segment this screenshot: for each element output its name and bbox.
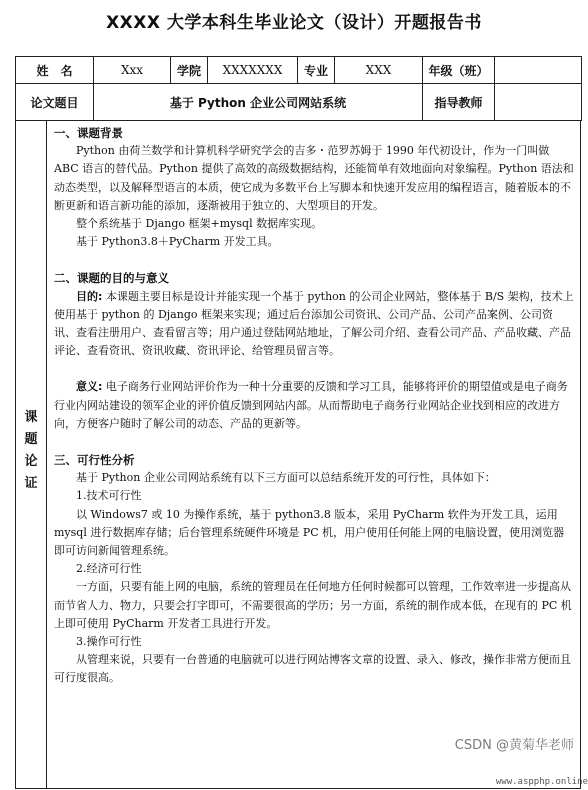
section-1-paragraph: 基于 Python3.8＋PyCharm 开发工具。 — [76, 235, 279, 249]
goal-text: 本课题主要目标是设计并能实现一个基于 python 的公司企业网站，整体基于 B/S 架构，技术上使用基于 python 的 Django 框架来实现；通过后台添加公司资讯、公司产品、公司产品案例、公司资讯、查看注册用户、查看留言等；用户通过登陆网站地址，了解公司介绍、查看公司产品、产品收藏、产品评论、查看资讯、资讯收藏、资讯评论、给管理员留言等。 — [54, 289, 574, 358]
subsection-title: 2.经济可行性 — [76, 562, 142, 576]
section-2-goal — [54, 288, 574, 361]
side-char: 题 — [24, 432, 38, 447]
document-title: XXXX 大学本科生毕业论文（设计）开题报告书 — [106, 13, 482, 33]
section-2-significance — [54, 378, 574, 433]
significance-text: 电子商务行业网站评价作为一种十分重要的反馈和学习工具，能够将评价的期望值或是电子商务行业内网站建设的领军企业的评价值反馈到网站内部。从而帮助电子商务行业网站企业找到相应的改进方向，方便客户随时了解公司的动态、产品的更新等。 — [54, 380, 568, 430]
subsection-title: 1.技术可行性 — [76, 489, 142, 503]
content-box — [15, 120, 581, 789]
grade-label: 年级（班） — [423, 57, 495, 84]
name-label: 姓 名 — [16, 57, 94, 84]
section-3-title: 三、可行性分析 — [54, 453, 135, 468]
section-2-title: 二、课题的目的与意义 — [54, 271, 169, 286]
advisor-label: 指导教师 — [423, 84, 495, 121]
major-value: XXX — [335, 57, 423, 84]
college-value: XXXXXXX — [208, 57, 298, 84]
side-column — [16, 120, 47, 788]
subsection-title: 3.操作可行性 — [76, 635, 142, 649]
topic-value: 基于 Python 企业公司网站系统 — [94, 84, 423, 121]
topic-label: 论文题目 — [16, 84, 94, 121]
site-watermark: www.aspphp.online — [495, 777, 588, 787]
subsection-paragraph: 从管理来说，只要有一台普通的电脑就可以进行网站博客文章的设置、录入、修改，操作非常方便而且可行度很高。 — [54, 653, 571, 685]
section-1-title: 一、课题背景 — [54, 126, 123, 140]
grade-value — [495, 57, 582, 84]
significance-label: 意义: — [76, 380, 103, 394]
college-label: 学院 — [171, 57, 208, 84]
section-1-paragraph: Python 由荷兰数学和计算机科学研究学会的吉多・范罗苏姆于 1990 年代初设计，作为一门叫做 ABC 语言的替代品。Python 提供了高效的高级数据结构，还能简单有效地面向对象编程。Python 语法和动态类型，以及解释型语言的本质，使它成为多数平台上写脚本和快速开发应用的编程语言，随着版本的不断更新和语言新功能的添加，逐渐被用于独立的、大型项目的开发。 — [54, 144, 574, 212]
advisor-value — [495, 84, 582, 121]
section-1-paragraph: 整个系统基于 Django 框架+mysql 数据库实现。 — [76, 217, 323, 231]
side-char: 证 — [24, 476, 38, 491]
subsection-paragraph: 以 Windows7 或 10 为操作系统，基于 python3.8 版本，采用 PyCharm 软件为开发工具，运用 mysql 进行数据库存储；后台管理系统硬件环境是 PC 机，用户使用任何能上网的电脑设置，使用浏览器即可访问新闻管理系统。 — [54, 507, 565, 558]
name-value: Xxx — [94, 57, 171, 84]
subsection-paragraph: 一方面，只要有能上网的电脑，系统的管理员在任何地方任何时候都可以管理，工作效率进一步提高从而节省人力、物力，只要会打字即可，不需要很高的学历；另一方面，系统的制作成本低，在现有的 PC 机上即可使用 PyCharm 开发者工具进行开发。 — [54, 580, 572, 630]
csdn-watermark: CSDN @黄菊华老师 — [454, 738, 574, 753]
side-label — [16, 407, 46, 495]
section-3-intro: 基于 Python 企业公司网站系统有以下三方面可以总结系统开发的可行性，具体如下： — [76, 471, 496, 485]
goal-label: 目的: — [76, 289, 103, 303]
header-table — [15, 56, 582, 121]
major-label: 专业 — [298, 57, 335, 84]
side-char: 论 — [24, 454, 38, 469]
side-char: 课 — [24, 410, 38, 425]
report-content — [54, 124, 574, 688]
